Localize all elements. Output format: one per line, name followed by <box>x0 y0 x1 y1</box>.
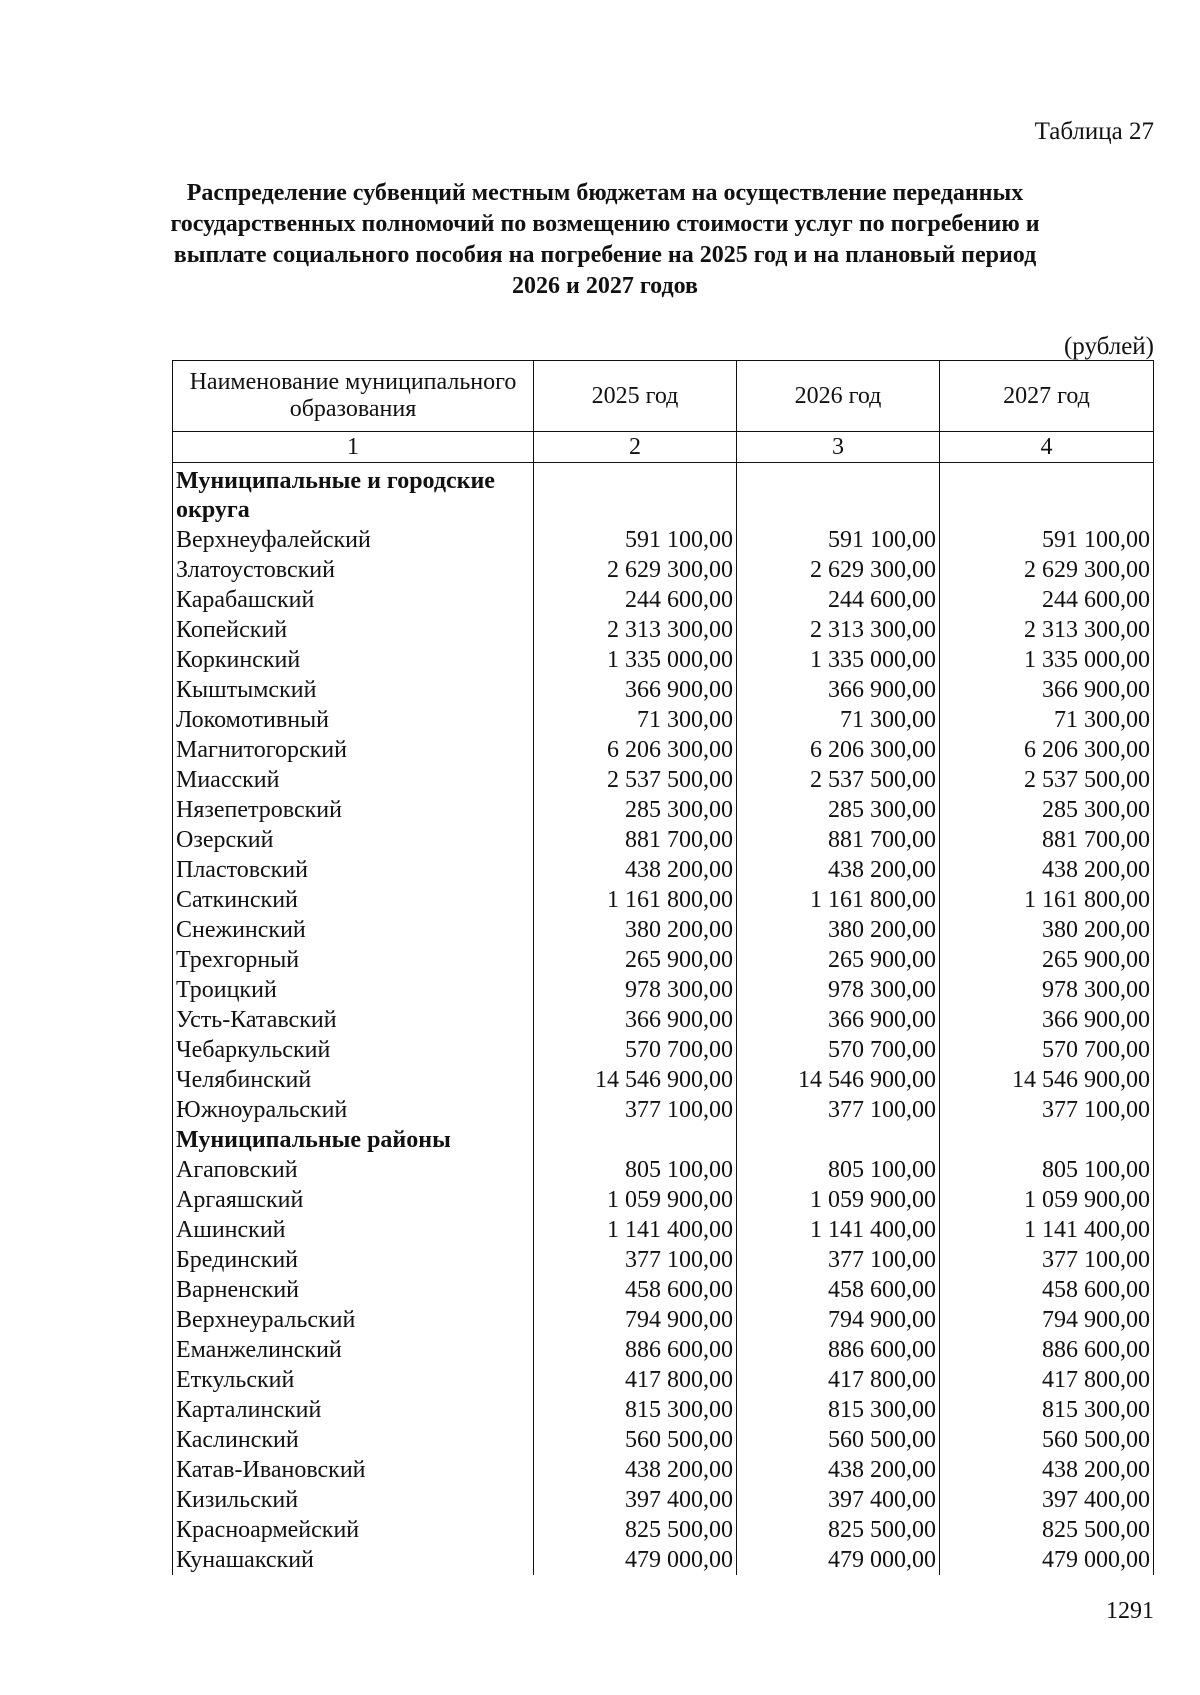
value-2026: 881 700,00 <box>737 825 940 855</box>
municipality-name: Верхнеуфалейский <box>173 525 534 555</box>
value-2026: 815 300,00 <box>737 1395 940 1425</box>
table-row <box>173 1515 1154 1545</box>
value-2025: 2 537 500,00 <box>534 765 737 795</box>
municipality-name: Каслинский <box>173 1425 534 1455</box>
table-row <box>173 915 1154 945</box>
value-2027: 417 800,00 <box>940 1365 1154 1395</box>
column-number: 4 <box>940 432 1154 463</box>
title-line: государственных полномочий по возмещению стоимости услуг по погребению и <box>170 211 1040 237</box>
value-2026: 438 200,00 <box>737 1455 940 1485</box>
section-header-row <box>173 1125 1154 1155</box>
value-2027: 2 313 300,00 <box>940 615 1154 645</box>
value-2026: 366 900,00 <box>737 1005 940 1035</box>
value-2025: 71 300,00 <box>534 705 737 735</box>
value-2027: 458 600,00 <box>940 1275 1154 1305</box>
value-2025 <box>534 467 737 525</box>
table-row <box>173 1185 1154 1215</box>
value-2027: 377 100,00 <box>940 1245 1154 1275</box>
value-2025: 2 629 300,00 <box>534 555 737 585</box>
table-row <box>173 645 1154 675</box>
municipality-name: Магнитогорский <box>173 735 534 765</box>
table-row <box>173 705 1154 735</box>
table-row <box>173 1425 1154 1455</box>
document-title <box>150 178 1060 302</box>
municipality-name: Троицкий <box>173 975 534 1005</box>
value-2026: 794 900,00 <box>737 1305 940 1335</box>
page-number: 1291 <box>1106 1598 1154 1624</box>
value-2025: 1 161 800,00 <box>534 885 737 915</box>
table-row <box>173 1005 1154 1035</box>
value-2026: 978 300,00 <box>737 975 940 1005</box>
value-2025: 815 300,00 <box>534 1395 737 1425</box>
table-body <box>173 467 1154 1575</box>
value-2026: 458 600,00 <box>737 1275 940 1305</box>
value-2025: 438 200,00 <box>534 855 737 885</box>
value-2025: 438 200,00 <box>534 1455 737 1485</box>
value-2026: 591 100,00 <box>737 525 940 555</box>
value-2027: 377 100,00 <box>940 1095 1154 1125</box>
value-2026: 570 700,00 <box>737 1035 940 1065</box>
table-row <box>173 1485 1154 1515</box>
value-2027: 794 900,00 <box>940 1305 1154 1335</box>
value-2025: 805 100,00 <box>534 1155 737 1185</box>
value-2026: 1 161 800,00 <box>737 885 940 915</box>
value-2026 <box>737 1125 940 1155</box>
table-row <box>173 1455 1154 1485</box>
column-number: 2 <box>534 432 737 463</box>
value-2025: 978 300,00 <box>534 975 737 1005</box>
municipality-name: Снежинский <box>173 915 534 945</box>
municipality-name: Катав-Ивановский <box>173 1455 534 1485</box>
value-2025: 366 900,00 <box>534 1005 737 1035</box>
value-2027: 265 900,00 <box>940 945 1154 975</box>
municipality-name: Муниципальные районы <box>173 1125 534 1155</box>
value-2025: 14 546 900,00 <box>534 1065 737 1095</box>
value-2026: 438 200,00 <box>737 855 940 885</box>
municipality-name: Карабашский <box>173 585 534 615</box>
value-2026: 397 400,00 <box>737 1485 940 1515</box>
value-2027: 479 000,00 <box>940 1545 1154 1575</box>
value-2027: 438 200,00 <box>940 1455 1154 1485</box>
value-2025: 570 700,00 <box>534 1035 737 1065</box>
table-row <box>173 615 1154 645</box>
value-2026: 366 900,00 <box>737 675 940 705</box>
value-2027: 1 059 900,00 <box>940 1185 1154 1215</box>
table-row <box>173 855 1154 885</box>
value-2025: 417 800,00 <box>534 1365 737 1395</box>
table-row <box>173 585 1154 615</box>
value-2026 <box>737 467 940 525</box>
municipality-name: Муниципальные и городские округа <box>173 467 534 525</box>
table-row <box>173 1275 1154 1305</box>
value-2026: 805 100,00 <box>737 1155 940 1185</box>
value-2027: 71 300,00 <box>940 705 1154 735</box>
value-2027: 881 700,00 <box>940 825 1154 855</box>
table-row <box>173 675 1154 705</box>
value-2027: 1 335 000,00 <box>940 645 1154 675</box>
table-row <box>173 975 1154 1005</box>
column-header-2026: 2026 год <box>737 361 940 432</box>
municipality-name: Миасский <box>173 765 534 795</box>
column-header-2025: 2025 год <box>534 361 737 432</box>
municipality-name: Верхнеуральский <box>173 1305 534 1335</box>
value-2026: 265 900,00 <box>737 945 940 975</box>
value-2027 <box>940 1125 1154 1155</box>
table-row <box>173 945 1154 975</box>
value-2026: 1 335 000,00 <box>737 645 940 675</box>
table-row <box>173 885 1154 915</box>
value-2026: 71 300,00 <box>737 705 940 735</box>
value-2026: 825 500,00 <box>737 1515 940 1545</box>
value-2025: 397 400,00 <box>534 1485 737 1515</box>
municipality-name: Карталинский <box>173 1395 534 1425</box>
value-2025: 2 313 300,00 <box>534 615 737 645</box>
table-row <box>173 1245 1154 1275</box>
value-2025: 265 900,00 <box>534 945 737 975</box>
value-2027: 570 700,00 <box>940 1035 1154 1065</box>
value-2027: 591 100,00 <box>940 525 1154 555</box>
value-2025: 377 100,00 <box>534 1095 737 1125</box>
value-2026: 417 800,00 <box>737 1365 940 1395</box>
value-2026: 886 600,00 <box>737 1335 940 1365</box>
table-row <box>173 1095 1154 1125</box>
value-2027: 2 629 300,00 <box>940 555 1154 585</box>
value-2027: 397 400,00 <box>940 1485 1154 1515</box>
value-2026: 380 200,00 <box>737 915 940 945</box>
municipality-name: Озерский <box>173 825 534 855</box>
value-2026: 2 313 300,00 <box>737 615 940 645</box>
value-2026: 560 500,00 <box>737 1425 940 1455</box>
table-row <box>173 1155 1154 1185</box>
column-number-row <box>173 432 1154 463</box>
table-header-row <box>173 361 1154 432</box>
value-2026: 14 546 900,00 <box>737 1065 940 1095</box>
table-row <box>173 1305 1154 1335</box>
value-2025: 377 100,00 <box>534 1245 737 1275</box>
column-number: 3 <box>737 432 940 463</box>
value-2025: 794 900,00 <box>534 1305 737 1335</box>
value-2025: 366 900,00 <box>534 675 737 705</box>
municipality-name: Копейский <box>173 615 534 645</box>
value-2027: 2 537 500,00 <box>940 765 1154 795</box>
municipality-name: Челябинский <box>173 1065 534 1095</box>
value-2025: 1 059 900,00 <box>534 1185 737 1215</box>
municipality-name: Еткульский <box>173 1365 534 1395</box>
value-2027 <box>940 467 1154 525</box>
table-row <box>173 1545 1154 1575</box>
value-2027: 366 900,00 <box>940 1005 1154 1035</box>
municipality-name: Южноуральский <box>173 1095 534 1125</box>
municipality-name: Усть-Катавский <box>173 1005 534 1035</box>
municipality-name: Ашинский <box>173 1215 534 1245</box>
table-row <box>173 555 1154 585</box>
value-2025: 244 600,00 <box>534 585 737 615</box>
table-row <box>173 525 1154 555</box>
value-2027: 805 100,00 <box>940 1155 1154 1185</box>
value-2025: 1 335 000,00 <box>534 645 737 675</box>
table-row <box>173 795 1154 825</box>
table-number: Таблица 27 <box>1034 118 1154 145</box>
municipality-name: Еманжелинский <box>173 1335 534 1365</box>
value-2025: 591 100,00 <box>534 525 737 555</box>
value-2025: 560 500,00 <box>534 1425 737 1455</box>
value-2027: 978 300,00 <box>940 975 1154 1005</box>
value-2026: 377 100,00 <box>737 1245 940 1275</box>
municipality-name: Трехгорный <box>173 945 534 975</box>
value-2025: 886 600,00 <box>534 1335 737 1365</box>
value-2025 <box>534 1125 737 1155</box>
table-row <box>173 735 1154 765</box>
table-row <box>173 1035 1154 1065</box>
value-2026: 285 300,00 <box>737 795 940 825</box>
value-2027: 380 200,00 <box>940 915 1154 945</box>
value-2025: 881 700,00 <box>534 825 737 855</box>
value-2025: 1 141 400,00 <box>534 1215 737 1245</box>
value-2026: 6 206 300,00 <box>737 735 940 765</box>
municipality-name: Варненский <box>173 1275 534 1305</box>
municipality-name: Кыштымский <box>173 675 534 705</box>
value-2025: 479 000,00 <box>534 1545 737 1575</box>
value-2026: 479 000,00 <box>737 1545 940 1575</box>
value-2025: 458 600,00 <box>534 1275 737 1305</box>
value-2027: 1 141 400,00 <box>940 1215 1154 1245</box>
municipality-name: Кизильский <box>173 1485 534 1515</box>
value-2027: 815 300,00 <box>940 1395 1154 1425</box>
table-row <box>173 1395 1154 1425</box>
municipality-name: Златоустовский <box>173 555 534 585</box>
table-row <box>173 1335 1154 1365</box>
value-2026: 2 629 300,00 <box>737 555 940 585</box>
value-2025: 285 300,00 <box>534 795 737 825</box>
municipality-name: Брединский <box>173 1245 534 1275</box>
table-row <box>173 765 1154 795</box>
value-2026: 2 537 500,00 <box>737 765 940 795</box>
value-2027: 6 206 300,00 <box>940 735 1154 765</box>
value-2027: 1 161 800,00 <box>940 885 1154 915</box>
value-2025: 380 200,00 <box>534 915 737 945</box>
subvention-table <box>172 360 1154 1575</box>
municipality-name: Нязепетровский <box>173 795 534 825</box>
value-2027: 285 300,00 <box>940 795 1154 825</box>
column-header-2027: 2027 год <box>940 361 1154 432</box>
municipality-name: Пластовский <box>173 855 534 885</box>
column-number: 1 <box>173 432 534 463</box>
table-row <box>173 1365 1154 1395</box>
value-2027: 244 600,00 <box>940 585 1154 615</box>
value-2027: 825 500,00 <box>940 1515 1154 1545</box>
value-2026: 1 059 900,00 <box>737 1185 940 1215</box>
section-header-row <box>173 467 1154 525</box>
column-header-name: Наименование муниципального образования <box>173 361 534 432</box>
table-row <box>173 1065 1154 1095</box>
value-2027: 560 500,00 <box>940 1425 1154 1455</box>
municipality-name: Аргаяшский <box>173 1185 534 1215</box>
value-2027: 438 200,00 <box>940 855 1154 885</box>
value-2027: 886 600,00 <box>940 1335 1154 1365</box>
municipality-name: Агаповский <box>173 1155 534 1185</box>
title-line: Распределение субвенций местным бюджетам на осуществление переданных <box>186 180 1024 206</box>
municipality-name: Красноармейский <box>173 1515 534 1545</box>
value-2026: 244 600,00 <box>737 585 940 615</box>
municipality-name: Саткинский <box>173 885 534 915</box>
title-line: 2026 и 2027 годов <box>512 273 698 299</box>
value-2027: 14 546 900,00 <box>940 1065 1154 1095</box>
table-row <box>173 1215 1154 1245</box>
municipality-name: Чебаркульский <box>173 1035 534 1065</box>
value-2026: 1 141 400,00 <box>737 1215 940 1245</box>
value-2025: 825 500,00 <box>534 1515 737 1545</box>
municipality-name: Локомотивный <box>173 705 534 735</box>
units-label: (рублей) <box>1063 333 1154 360</box>
value-2025: 6 206 300,00 <box>534 735 737 765</box>
value-2027: 366 900,00 <box>940 675 1154 705</box>
municipality-name: Коркинский <box>173 645 534 675</box>
value-2026: 377 100,00 <box>737 1095 940 1125</box>
title-line: выплате социального пособия на погребение на 2025 год и на плановый период <box>173 242 1037 268</box>
municipality-name: Кунашакский <box>173 1545 534 1575</box>
table-row <box>173 825 1154 855</box>
